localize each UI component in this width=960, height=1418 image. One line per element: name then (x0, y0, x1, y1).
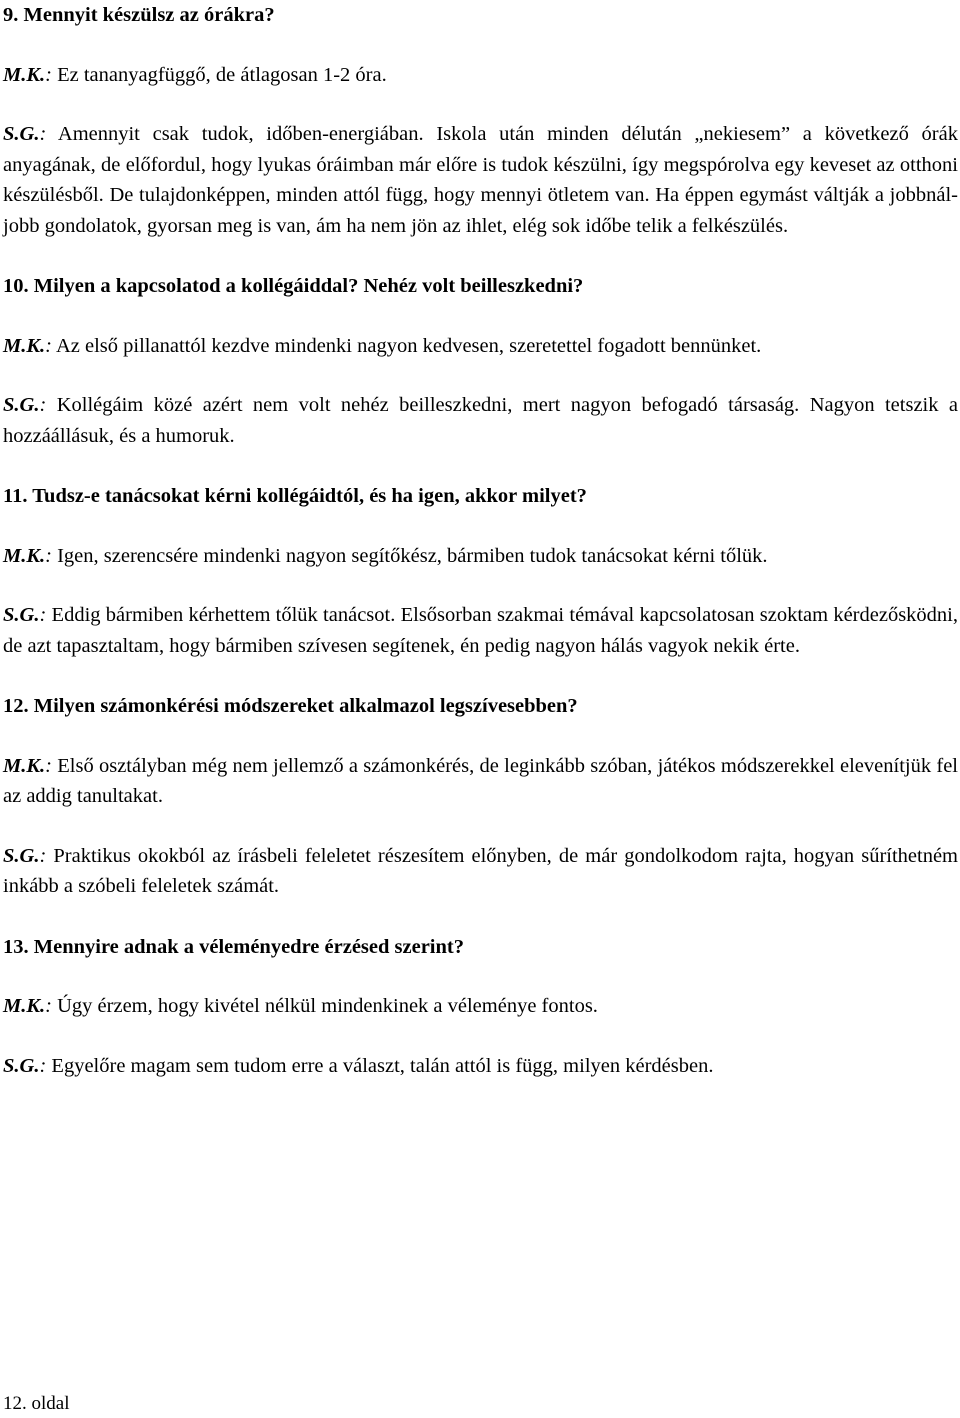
answer-10-mk (3, 331, 958, 362)
answer-11-sg (3, 600, 958, 661)
answer-text: Amennyit csak tudok, időben-energiában. Iskola után minden délután „nekiesem” a következő órák anyagának, de előfordul, hogy lyukas óráimban már előre is tudok készülni, így megspórolva egy keveset az otthoni készülésből. De tulajdonképpen, minden attól függ, hogy mennyi ötletem van. Ha éppen egymást váltják a jobbnál-jobb gondolatok, gyorsan meg is van, ám ha nem jön az ihlet, elég sok időbe telik a felkészülés. (3, 123, 958, 237)
answer-text: Kollégáim közé azért nem volt nehéz beilleszkedni, mert nagyon befogadó társaság. Nagyon tetszik a hozzáállásuk, és a humoruk. (3, 394, 958, 447)
answer-12-mk (3, 751, 958, 812)
speaker-label: M.K. (3, 334, 46, 357)
answer-12-sg (3, 841, 958, 902)
answer-13-sg (3, 1051, 958, 1082)
speaker-label: S.G. (3, 123, 40, 145)
speaker-label: M.K. (3, 754, 46, 777)
question-9: 9. Mennyit készülsz az órákra? (3, 4, 275, 26)
speaker-separator: : (39, 604, 47, 626)
speaker-separator: : (45, 995, 52, 1017)
speaker-label: S.G. (3, 604, 40, 626)
speaker-label: M.K. (3, 544, 46, 567)
speaker-separator: : (45, 334, 52, 357)
speaker-separator: : (39, 394, 47, 416)
question-12: 12. Milyen számonkérési módszereket alkalmazol legszívesebben? (3, 695, 578, 717)
question-13: 13. Mennyire adnak a véleményedre érzésed szerint? (3, 935, 464, 958)
answer-text: Igen, szerencsére mindenki nagyon segítőkész, bármiben tudok tanácsokat kérni tőlük. (51, 544, 768, 567)
answer-text: Ez tananyagfüggő, de átlagosan 1-2 óra. (51, 63, 387, 86)
speaker-label: S.G. (3, 394, 40, 416)
speaker-separator: : (45, 544, 52, 567)
question-10: 10. Milyen a kapcsolatod a kollégáiddal? Nehéz volt beilleszkedni? (3, 275, 584, 297)
speaker-separator: : (39, 844, 47, 867)
answer-text: Első osztályban még nem jellemző a számonkérés, de leginkább szóban, játékos módszerekkel elevenítjük fel az addig tanultakat. (3, 754, 958, 807)
page-number: 12. oldal (3, 1393, 70, 1414)
answer-10-sg (3, 390, 958, 451)
speaker-separator: : (45, 754, 52, 777)
answer-13-mk (3, 991, 958, 1022)
answer-text: Úgy érzem, hogy kivétel nélkül mindenkinek a véleménye fontos. (51, 995, 598, 1017)
speaker-label: S.G. (3, 844, 40, 867)
speaker-separator: : (39, 123, 47, 145)
answer-text: Egyelőre magam sem tudom erre a választ, talán attól is függ, milyen kérdésben. (46, 1054, 714, 1077)
answer-text: Praktikus okokból az írásbeli feleletet részesítem előnyben, de már gondolkodom rajta, hogyan sűríthetném inkább a szóbeli feleletek számát. (3, 844, 958, 897)
answer-text: Az első pillanattól kezdve mindenki nagyon kedvesen, szeretettel fogadott bennünket. (51, 334, 762, 357)
speaker-label: M.K. (3, 63, 46, 86)
answer-text: Eddig bármiben kérhettem tőlük tanácsot. Elsősorban szakmai témával kapcsolatosan szoktam kérdezősködni, de azt tapasztaltam, hogy bármiben szívesen segítenek, én pedig nagyon hálás vagyok nekik érte. (3, 604, 958, 657)
question-11: 11. Tudsz-e tanácsokat kérni kollégáidtól, és ha igen, akkor milyet? (3, 485, 587, 507)
answer-9-mk (3, 60, 958, 91)
speaker-label: M.K. (3, 995, 46, 1017)
speaker-separator: : (39, 1054, 47, 1077)
speaker-label: S.G. (3, 1054, 40, 1077)
speaker-separator: : (45, 63, 52, 86)
answer-11-mk (3, 541, 958, 572)
answer-9-sg (3, 119, 958, 241)
document-page (3, 0, 958, 1081)
